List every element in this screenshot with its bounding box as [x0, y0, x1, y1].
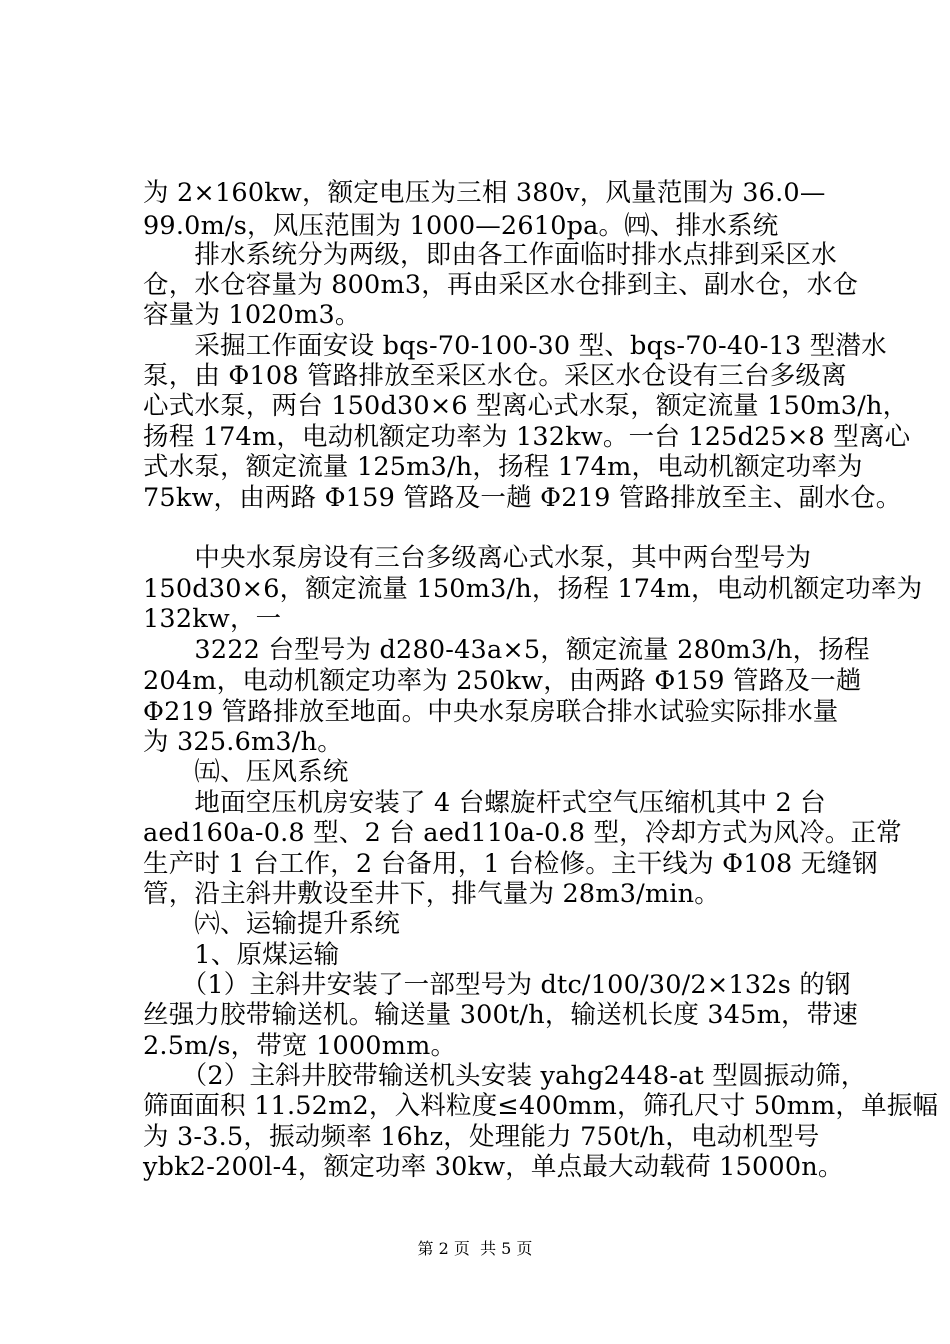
text-line: 生产时 1 台工作，2 台备用，1 台检修。主干线为 Φ108 无缝钢	[143, 849, 878, 879]
text-line: 地面空压机房安装了 4 台螺旋杆式空气压缩机其中 2 台	[143, 788, 826, 818]
text-line: 99.0m/s，风压范围为 1000—2610pa。㈣、排水系统	[143, 211, 779, 241]
text-line: 3222 台型号为 d280-43a×5，额定流量 280m3/h，扬程	[143, 635, 870, 665]
text-line: ㈤、压风系统	[143, 757, 349, 787]
text-line: 仓，水仓容量为 800m3，再由采区水仓排到主、副水仓，水仓	[143, 270, 859, 300]
text-line: 中央水泵房设有三台多级离心式水泵，其中两台型号为	[143, 543, 812, 573]
text-line: 为 2×160kw，额定电压为三相 380v，风量范围为 36.0—	[143, 178, 826, 208]
text-line: （2）主斜井胶带输送机头安装 yahg2448-at 型圆振动筛，	[143, 1061, 867, 1091]
text-line: 式水泵，额定流量 125m3/h，扬程 174m，电动机额定功率为	[143, 452, 863, 482]
text-line: 150d30×6，额定流量 150m3/h，扬程 174m，电动机额定功率为	[143, 574, 923, 604]
text-line: 1、原煤运输	[143, 940, 340, 970]
text-line: 排水系统分为两级，即由各工作面临时排水点排到采区水	[143, 240, 837, 270]
text-line: 扬程 174m，电动机额定功率为 132kw。一台 125d25×8 型离心	[143, 422, 911, 452]
text-line: 容量为 1020m3。	[143, 300, 361, 330]
text-line: 204m，电动机额定功率为 250kw，由两路 Φ159 管路及一趟	[143, 666, 862, 696]
text-line: ybk2-200l-4，额定功率 30kw，单点最大动载荷 15000n。	[143, 1152, 844, 1182]
text-line: ㈥、运输提升系统	[143, 909, 401, 939]
text-line: （1）主斜井安装了一部型号为 dtc/100/30/2×132s 的钢	[143, 970, 851, 1000]
text-line: aed160a-0.8 型、2 台 aed110a-0.8 型，冷却方式为风冷。正常	[143, 818, 902, 848]
text-line: 为 325.6m3/h。	[143, 727, 343, 757]
text-line: 75kw，由两路 Φ159 管路及一趟 Φ219 管路排放至主、副水仓。	[143, 483, 902, 513]
text-line: 筛面面积 11.52m2，入料粒度≤400mm，筛孔尺寸 50mm，单振幅	[143, 1091, 939, 1121]
text-line: 心式水泵，两台 150d30×6 型离心式水泵，额定流量 150m3/h，	[143, 391, 909, 421]
text-line: 丝强力胶带输送机。输送量 300t/h，输送机长度 345m，带速	[143, 1000, 859, 1030]
text-line: Φ219 管路排放至地面。中央水泵房联合排水试验实际排水量	[143, 697, 839, 727]
text-line: 泵，由 Φ108 管路排放至采区水仓。采区水仓设有三台多级离	[143, 361, 847, 391]
text-line: 132kw，一	[143, 604, 282, 634]
text-line: 为 3-3.5，振动频率 16hz，处理能力 750t/h，电动机型号	[143, 1122, 820, 1152]
page-number-footer: 第 2 页 共 5 页	[417, 1239, 533, 1258]
text-line: 2.5m/s，带宽 1000mm。	[143, 1031, 457, 1061]
text-line: 采掘工作面安设 bqs-70-100-30 型、bqs-70-40-13 型潜水	[143, 331, 887, 361]
text-line: 管，沿主斜井敷设至井下，排气量为 28m3/min。	[143, 879, 721, 909]
